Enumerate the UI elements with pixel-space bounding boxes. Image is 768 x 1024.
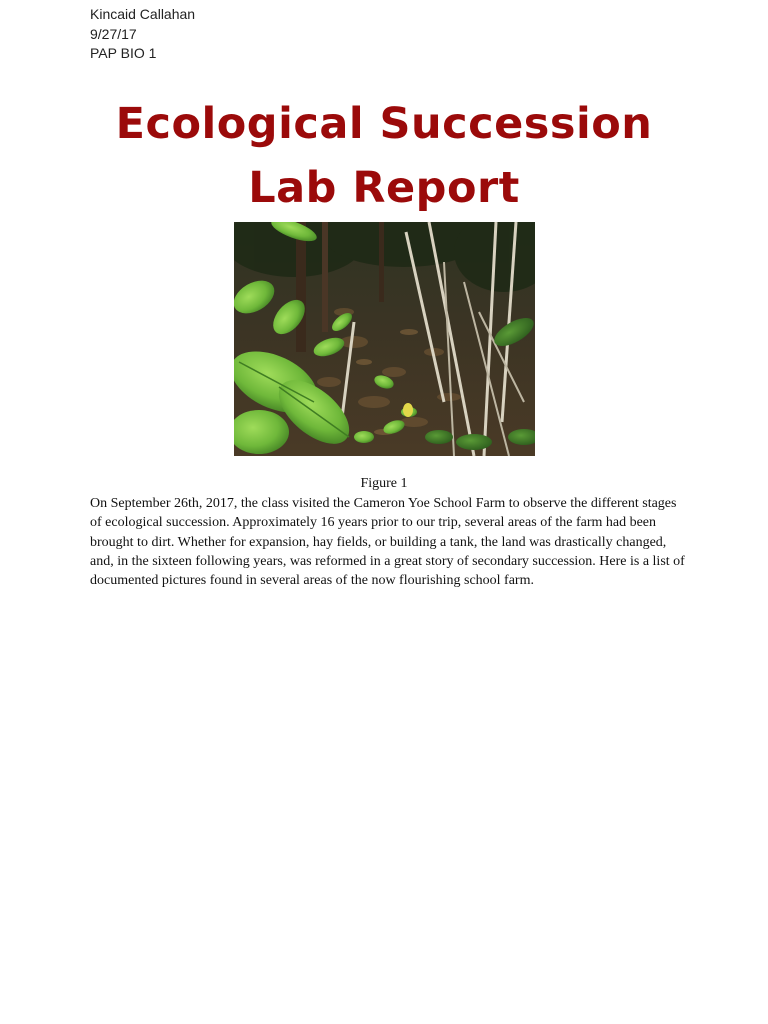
- body-line: of ecological succession. Approximately 16 years prior to our trip, several areas of the farm had been: [90, 515, 657, 531]
- header-block: [90, 5, 195, 64]
- body-paragraph: [90, 494, 685, 590]
- body-line: brought to dirt. Whether for expansion, hay fields, or building a tank, the land was drastically changed,: [90, 534, 667, 550]
- document-title: [0, 92, 768, 220]
- figure-photo: [234, 222, 535, 456]
- body-line: On September 26th, 2017, the class visited the Cameron Yoe School Farm to observe the different stages: [90, 496, 677, 511]
- title-line-2: Lab Report: [248, 163, 520, 213]
- body-line: and, in the sixteen following years, was reformed in a great story of secondary succession. Here is a list of: [90, 553, 685, 569]
- author-name: Kincaid Callahan: [90, 6, 196, 22]
- forest-undergrowth-photo: [234, 222, 535, 456]
- body-line: documented pictures found in several areas of the now flourishing school farm.: [90, 573, 534, 589]
- title-line-1: Ecological Succession: [115, 99, 653, 149]
- course-name: PAP BIO 1: [90, 45, 157, 61]
- figure-caption: Figure 1: [360, 476, 408, 491]
- report-date: 9/27/17: [90, 25, 137, 42]
